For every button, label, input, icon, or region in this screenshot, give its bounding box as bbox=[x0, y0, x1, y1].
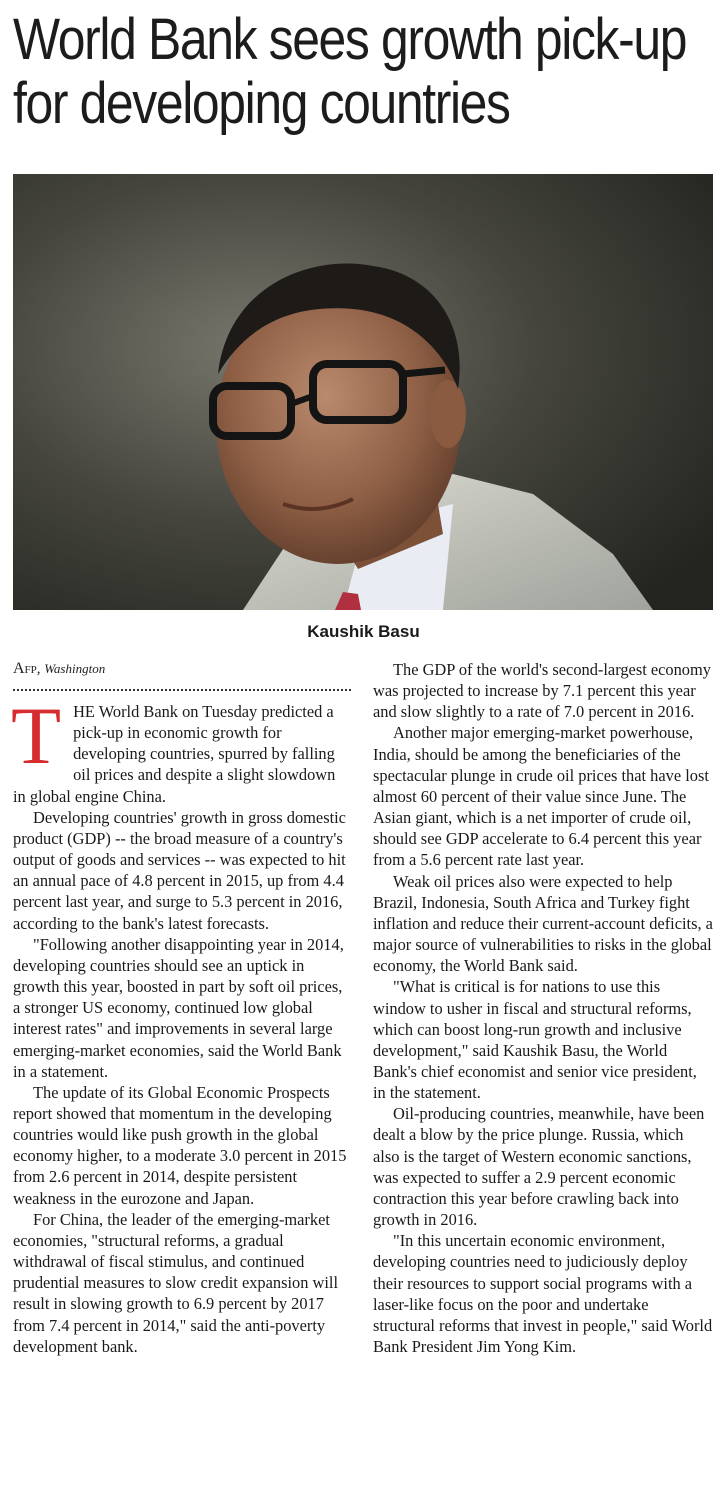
dateline-place: Washington bbox=[44, 661, 106, 676]
article-column-left bbox=[11, 690, 351, 1357]
article-paragraph: Another major emerging-market powerhouse, India, should be among the beneficiaries of the spectacular plunge in crude oil prices that have lost almost 60 percent of their value since June. The Asian giant, which is a net importer of crude oil, should see GDP accelerate to 6.4 percent this year from a 5.6 percent rate last year. bbox=[373, 723, 709, 870]
portrait-illustration bbox=[13, 174, 713, 610]
headline-line-1: World Bank sees growth pick-up bbox=[13, 7, 687, 72]
article-paragraph: Developing countries' growth in gross domestic product (GDP) -- the broad measure of a country's output of goods and services -- was expected to hit an annual pace of 4.8 percent in 2015, up from 4.4 percent last year, and surge to 5.3 percent in 2016, according to the bank's latest forecasts. bbox=[13, 807, 346, 933]
article-paragraph: Weak oil prices also were expected to help Brazil, Indonesia, South Africa and Turkey fight inflation and reduce their current-account deficits, a major source of vulnerabilities to risks in the global economy, the World Bank said. bbox=[373, 871, 713, 976]
article-paragraph: For China, the leader of the emerging-market economies, "structural reforms, a gradual withdrawal of fiscal stimulus, and continued prudential measures to slow credit expansion will result in slowing growth to 6.9 percent by 2017 from 7.4 percent in 2014," said the anti-poverty development bank. bbox=[13, 1209, 339, 1356]
photo-caption: Kaushik Basu bbox=[307, 622, 420, 641]
article-paragraph: The update of its Global Economic Prospects report showed that momentum in the developing countries would like push growth in the global economy higher, to a moderate 3.0 percent in 2015 from 2.6 percent in 2014, despite persistent weakness in the eurozone and Japan. bbox=[13, 1082, 347, 1208]
drop-cap: T bbox=[11, 690, 62, 781]
article-column-right bbox=[373, 659, 713, 1357]
dateline: Afp, Washington bbox=[13, 660, 106, 677]
article-paragraph: "Following another disappointing year in 2014, developing countries should see an uptick in growth this year, boosted in part by soft oil prices, a stronger US economy, continued low global interest rates" and improvements in several large emerging-market economies, said the World Bank in a statement. bbox=[13, 934, 344, 1081]
headline bbox=[13, 7, 687, 136]
article-paragraph: Oil-producing countries, meanwhile, have been dealt a blow by the price plunge. Russia, which also is the target of Western economic sanctions, was expected to suffer a 2.9 percent economic contraction this year before crawling back into growth in 2016. bbox=[373, 1104, 705, 1230]
article-paragraph: "In this uncertain economic environment, developing countries need to judiciously deploy their resources to support social programs with a laser-like focus on the poor and undertake structural reforms that invest in people," said World Bank President Jim Yong Kim. bbox=[373, 1231, 713, 1356]
dateline-agency: Afp bbox=[13, 660, 37, 677]
dotted-divider bbox=[13, 689, 351, 691]
portrait-photo bbox=[13, 174, 713, 610]
article-paragraph bbox=[11, 690, 351, 807]
headline-line-2: for developing countries bbox=[13, 71, 510, 136]
article-paragraph: The GDP of the world's second-largest economy was projected to increase by 7.1 percent this year and slow slightly to a rate of 7.0 percent in 2016. bbox=[373, 660, 711, 722]
article-paragraph: "What is critical is for nations to use this window to usher in fiscal and structural reforms, which can boost long-run growth and inclusive development," said Kaushik Basu, the World Bank's chief economist and senior vice president, in the statement. bbox=[373, 977, 697, 1103]
paragraph-text: HE World Bank on Tuesday predicted a pick-up in economic growth for developing countries, spurred by falling oil prices and despite a slight slowdown in global engine China. bbox=[13, 702, 336, 806]
